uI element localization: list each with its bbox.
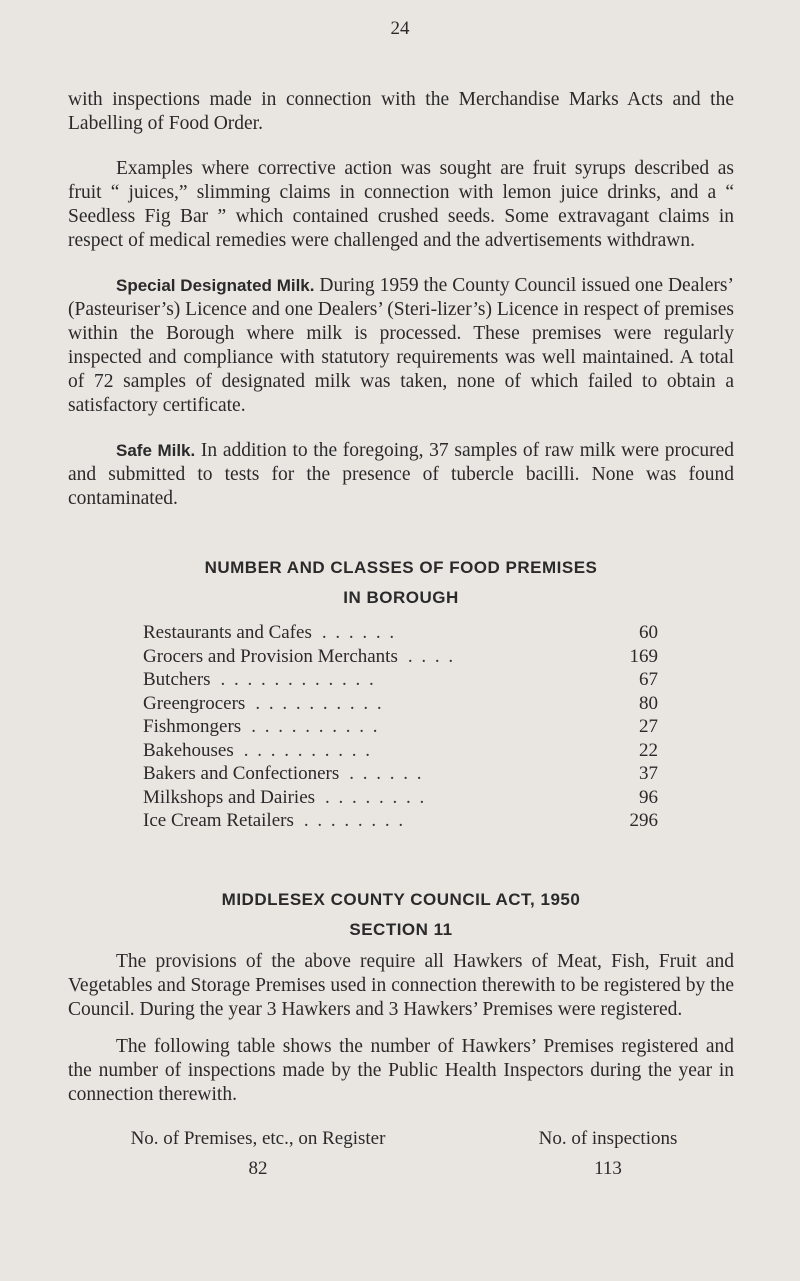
row-label: Ice Cream Retailers (143, 810, 294, 831)
premises-heading (68, 553, 734, 613)
row-dots: . . . . . . (349, 763, 424, 784)
row-value: 22 (639, 739, 658, 761)
act-text (68, 950, 734, 1120)
table-row (143, 669, 658, 693)
paragraph-hawkers-table-intro: The following table shows the number of Hawkers’ Premises registered and the number of inspections made by the Public Health Inspectors during the year in connection therewith. (68, 1036, 734, 1105)
premises-table (143, 622, 658, 834)
row-label: Restaurants and Cafes (143, 622, 312, 643)
paragraph-safe-milk (68, 439, 734, 511)
row-dots: . . . . . . . . . . (255, 692, 384, 714)
page-number: 24 (390, 18, 410, 39)
row-dots: . . . . . . . . (303, 810, 406, 831)
paragraph-special-milk (68, 274, 734, 418)
row-label: Greengrocers (143, 692, 246, 714)
row-label: Bakehouses (143, 739, 234, 761)
act-heading-line2: SECTION 11 (349, 920, 453, 939)
act-heading-line1: MIDDLESEX COUNTY COUNCIL ACT, 1950 (221, 890, 581, 909)
row-dots: . . . . . . . . . . (251, 716, 380, 737)
table-row (143, 716, 658, 740)
inspections-column-header: No. of inspections (538, 1128, 678, 1149)
table-row (143, 763, 658, 787)
table-row (143, 740, 658, 764)
premises-heading-line2: IN BOROUGH (343, 588, 459, 607)
safe-milk-text: In addition to the foregoing, 37 samples of raw milk were procured and submitted to tests for the presence of tubercle bacilli. None was found contaminated. (68, 440, 735, 509)
row-value: 169 (629, 645, 658, 667)
inspections-count: 113 (594, 1158, 622, 1179)
row-value: 27 (639, 716, 658, 737)
table-row (143, 787, 658, 811)
table-row (143, 646, 658, 670)
row-value: 37 (639, 763, 658, 784)
lead-special-designated-milk: Special Designated Milk. (116, 276, 315, 295)
table-row (143, 693, 658, 717)
paragraph-hawkers-provisions: The provisions of the above require all Hawkers of Meat, Fish, Fruit and Vegetables and Storage Premises used in connection therewith to be registered by the Council. During the year 3 Hawkers and 3 Hawkers’ Premises were registered. (68, 951, 734, 1020)
intro-text (68, 88, 734, 532)
row-label: Grocers and Provision Merchants (143, 645, 398, 667)
row-label: Fishmongers (143, 716, 242, 737)
row-value: 296 (629, 810, 658, 831)
row-value: 67 (639, 669, 658, 690)
act-heading (68, 885, 734, 945)
row-value: 80 (639, 692, 658, 714)
row-dots: . . . . . . . . (325, 786, 427, 808)
row-label: Butchers (143, 669, 211, 690)
paragraph-examples: Examples where corrective action was sought are fruit syrups described as fruit “ juices,” slimming claims in connection with lemon juice drinks, and a “ Seedless Fig Bar ” which contained crushed seeds. Some extravagant claims in respect of medical remedies were challenged and the advertisements withdrawn. (68, 158, 734, 251)
row-dots: . . . . . . . . . . (243, 739, 373, 761)
lead-safe-milk: Safe Milk. (116, 441, 196, 460)
premises-column-header: No. of Premises, etc., on Register (130, 1128, 386, 1149)
row-value: 60 (639, 622, 658, 643)
table-row (143, 810, 658, 834)
row-dots: . . . . . . . . . . . . (220, 669, 376, 690)
paragraph-continuation: with inspections made in connection with the Merchandise Marks Acts and the Labelling of Food Order. (68, 89, 734, 134)
premises-heading-line1: NUMBER AND CLASSES OF FOOD PREMISES (204, 558, 598, 577)
row-label: Bakers and Confectioners (143, 763, 340, 784)
row-label: Milkshops and Dairies (143, 786, 316, 808)
row-dots: . . . . (407, 645, 456, 667)
row-dots: . . . . . . (321, 622, 397, 643)
special-milk-text: During 1959 the County Council issued one Dealers’ (Pasteuriser’s) Licence and one Dealers’ (Steri-lizer’s) Licence in respect of premises within the Borough where milk is processed. These premises were regularly inspected and compliance with statutory requirements was well maintained. A total of 72 samples of designated milk was taken, none of which failed to obtain a satisfactory certificate. (68, 275, 734, 416)
premises-count: 82 (248, 1158, 268, 1179)
table-row (143, 622, 658, 646)
row-value: 96 (639, 786, 658, 808)
